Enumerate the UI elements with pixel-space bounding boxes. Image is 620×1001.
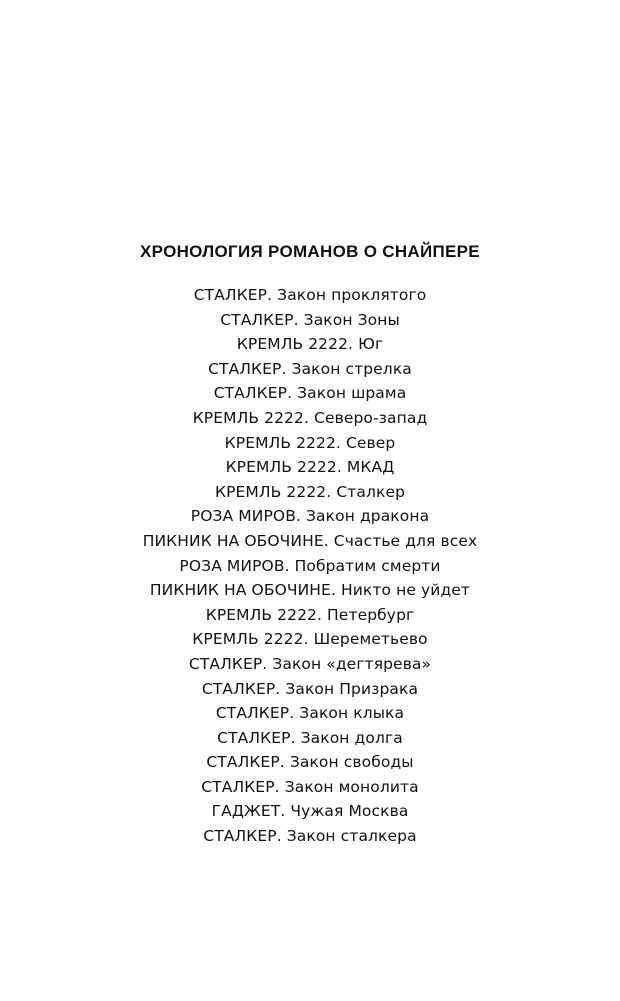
- novel-title: ПИКНИК НА ОБОЧИНЕ. Счастье для всех: [142, 531, 478, 550]
- novel-title: СТАЛКЕР. Закон клыка: [215, 704, 405, 723]
- novel-title: РОЗА МИРОВ. Побратим смерти: [179, 556, 441, 575]
- novel-title: СТАЛКЕР. Закон сталкера: [203, 827, 417, 846]
- novel-title: КРЕМЛЬ 2222. Юг: [236, 335, 384, 354]
- novel-title: ГАДЖЕТ. Чужая Москва: [211, 802, 409, 821]
- novel-title: СТАЛКЕР. Закон проклятого: [193, 286, 427, 304]
- novel-title: КРЕМЛЬ 2222. Северо-запад: [192, 408, 428, 427]
- page-heading: ХРОНОЛОГИЯ РОМАНОВ О СНАЙПЕРЕ: [140, 242, 480, 261]
- novel-title: СТАЛКЕР. Закон монолита: [201, 777, 419, 796]
- novel-title: КРЕМЛЬ 2222. Север: [224, 433, 396, 452]
- novel-title: СТАЛКЕР. Закон «дегтярева»: [188, 654, 432, 673]
- novel-title: СТАЛКЕР. Закон долга: [217, 728, 403, 747]
- novel-title: СТАЛКЕР. Закон Призрака: [201, 679, 419, 698]
- novel-title: КРЕМЛЬ 2222. Шереметьево: [192, 630, 428, 649]
- novel-title: КРЕМЛЬ 2222. Сталкер: [214, 482, 406, 501]
- novel-chronology-list: [0, 283, 620, 849]
- novel-title: СТАЛКЕР. Закон Зоны: [220, 310, 400, 329]
- novel-title: ПИКНИК НА ОБОЧИНЕ. Никто не уйдет: [149, 581, 471, 600]
- novel-title: СТАЛКЕР. Закон стрелка: [208, 359, 412, 378]
- novel-title: КРЕМЛЬ 2222. Петербург: [205, 605, 415, 624]
- novel-title: КРЕМЛЬ 2222. МКАД: [225, 458, 395, 477]
- novel-title: РОЗА МИРОВ. Закон дракона: [190, 507, 430, 526]
- novel-title: СТАЛКЕР. Закон шрама: [213, 384, 407, 403]
- novel-title: СТАЛКЕР. Закон свободы: [206, 753, 414, 772]
